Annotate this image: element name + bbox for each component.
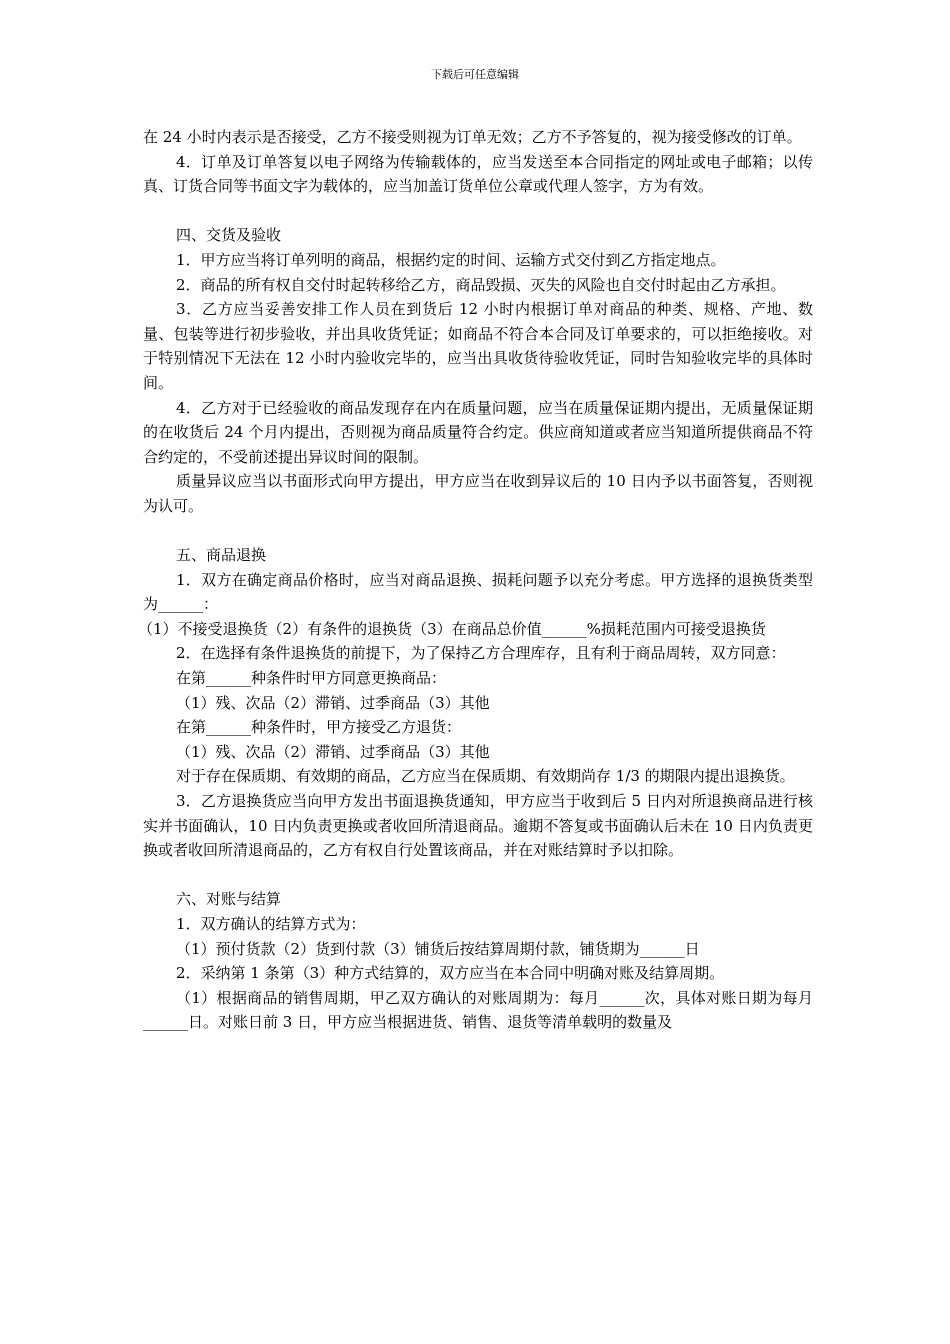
section-heading: 五、商品退换 [176,546,267,565]
paragraph: 1．甲方应当将订单列明的商品，根据约定的时间、运输方式交付到乙方指定地点。 [176,250,726,269]
paragraph: 2．商品的所有权自交付时起转移给乙方，商品毁损、灭失的风险也自交付时起由乙方承担。 [176,275,786,294]
paragraph: 对于存在保质期、有效期的商品，乙方应当在保质期、有效期尚存 1/3 的期限内提出退换货。 [176,767,795,786]
paragraph: 4．乙方对于已经验收的商品发现存在内在质量问题，应当在质量保证期内提出，无质量保证期的在收货后 24 个月内提出，否则视为商品质量符合约定。供应商知道或者应当知道所提供商品不符合约定的，不受前述提出异议时间的限制。 [143,398,813,466]
paragraph: 在 24 小时内表示是否接受，乙方不接受则视为订单无效；乙方不予答复的，视为接受修改的订单。 [143,128,802,146]
paragraph: （1）残、次品（2）滞销、过季商品（3）其他 [176,693,490,712]
paragraph: 2．在选择有条件退换货的前提下，为了保持乙方合理库存，且有利于商品周转，双方同意： [176,644,786,663]
blank-line [143,863,813,888]
section-heading: 六、对账与结算 [176,890,282,909]
paragraph: 在第______种条件时，甲方接受乙方退货： [176,718,462,737]
paragraph: 1．双方确认的结算方式为： [176,915,366,933]
paragraph: （1）根据商品的销售周期，甲乙双方确认的对账周期为：每月______次，具体对账日期为每月______日。对账日前 3 日，甲方应当根据进货、销售、退货等清单载明的数量及 [143,988,813,1032]
paragraph: 3．乙方退换货应当向甲方发出书面退换货通知，甲方应当于收到后 5 日内对所退换商品进行核实并书面确认，10 日内负责更换或者收回所清退商品。逾期不答复或书面确认后未在 10 日内负责更换或者收回所清退商品的，乙方有权自行处置该商品，并在对账结算时予以扣除。 [143,792,813,860]
paragraph: 4．订单及订单答复以电子网络为传输载体的，应当发送至本合同指定的网址或电子邮箱；以传真、订货合同等书面文字为载体的，应当加盖订货单位公章或代理人签字，方为有效。 [143,152,813,196]
paragraph: 1．双方在确定商品价格时，应当对商品退换、损耗问题予以充分考虑。甲方选择的退换货类型为______： [143,570,813,614]
paragraph: 3．乙方应当妥善安排工作人员在到货后 12 小时内根据订单对商品的种类、规格、产地、数量、包装等进行初步验收，并出具收货凭证；如商品不符合本合同及订单要求的，可以拒绝接收。对于特别情况下无法在 12 小时内验收完毕的，应当出具收货待验收凭证，同时告知验收完毕的具体时间。 [143,300,813,392]
blank-line [143,519,813,544]
paragraph: （1）残、次品（2）滞销、过季商品（3）其他 [176,742,490,761]
document-body [138,125,813,1035]
section-heading: 四、交货及验收 [176,226,282,245]
paragraph: （1）预付货款（2）货到付款（3）铺货后按结算周期付款，铺货期为______日 [176,939,700,958]
paragraph: 质量异议应当以书面形式向甲方提出，甲方应当在收到异议后的 10 日内予以书面答复，否则视为认可。 [143,472,813,515]
paragraph: （1）不接受退换货（2）有条件的退换货（3）在商品总价值______%损耗范围内可接受退换货 [138,619,766,638]
paragraph: 在第______种条件时甲方同意更换商品： [176,669,447,688]
page-header: 下载后可任意编辑 [431,68,519,81]
paragraph: 2．采纳第 1 条第（3）种方式结算的，双方应当在本合同中明确对账及结算周期。 [176,964,725,983]
blank-line [143,199,813,224]
